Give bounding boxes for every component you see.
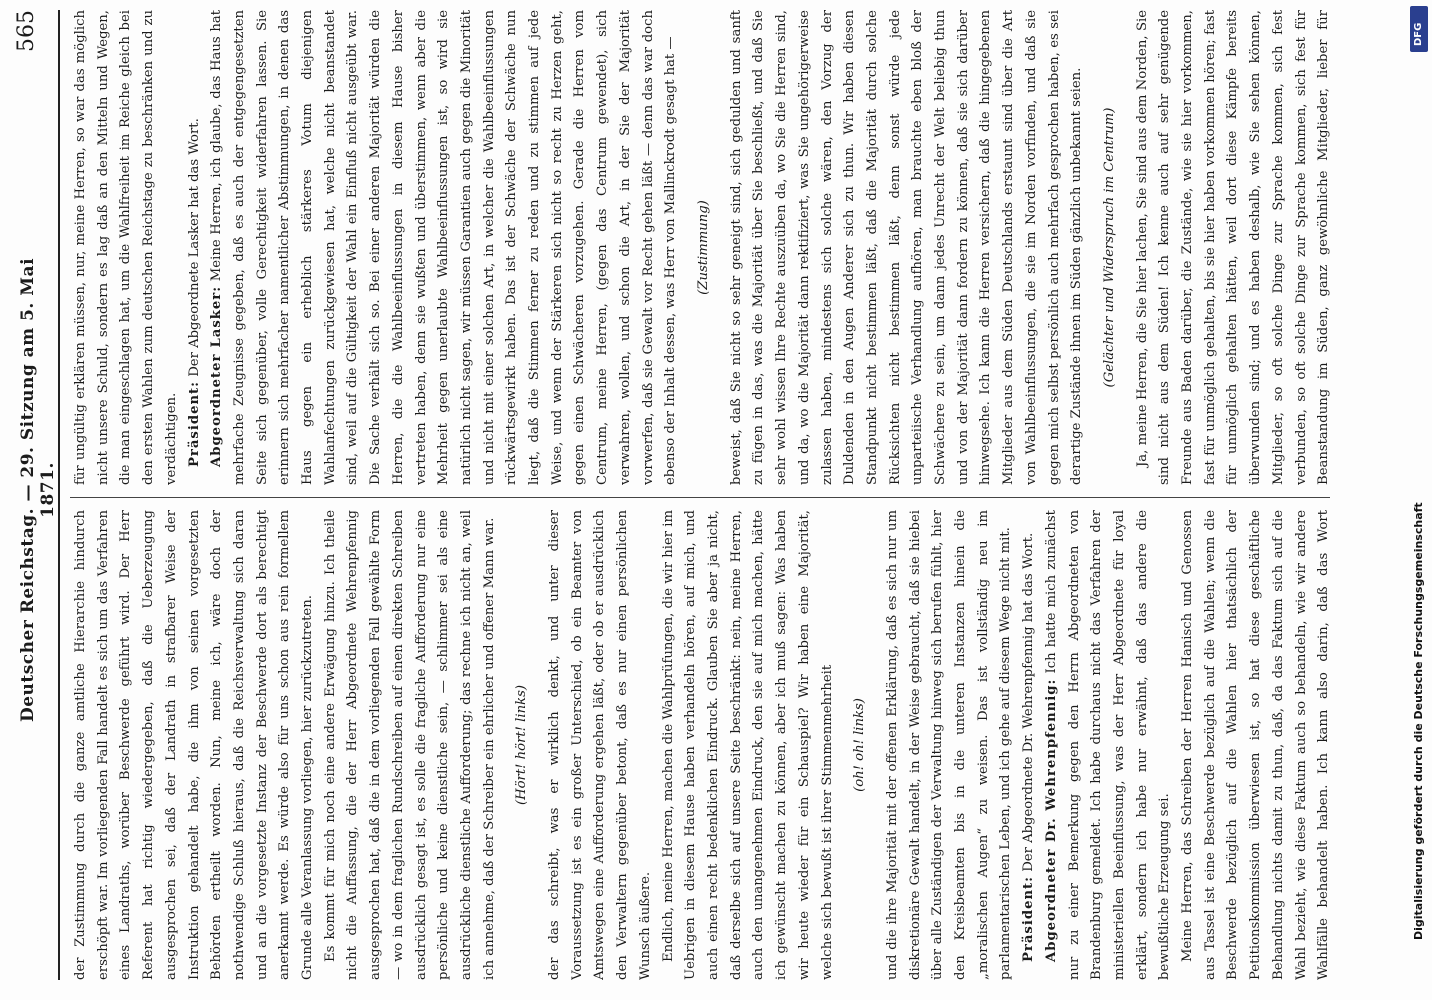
digitization-note-text: Digitalisierung gefördert durch die Deutsche Forschungsgemeinschaft (1412, 502, 1425, 940)
dfg-logo-text: DFG (1413, 22, 1424, 46)
paragraph: Meine Herren, das Schreiben der Herren Hanisch und Genossen aus Tassel ist eine Beschwerde bezüglich auf die Wahlen; wenn die Beschwerde bezüglich auf die Wahlen hier thatsächlich der Petitionskommission überwiesen ist, so hat diese geschäftliche Behandlung nichts damit zu thun, daß, da das Faktum sich auf die Wahl bezieht, wie diese Faktum auch so behandeln, wie wir andere Wahlfälle behandelt haben. Ich kann also darin, daß das Wort (1180, 510, 1332, 980)
interjection: (oh! oh! links) (852, 698, 868, 792)
paragraph: der das schreibt, was er wirklich denkt, und unter dieser Voraussetzung ist es ein großer Unterschied, ob ein Beamter von Amtswegen eine Aufforderung ergehen läßt, oder ob er ausdrücklich den Verwaltern gegenüber betont, daß es nur einen persönlichen Wunsch äußere. (547, 510, 653, 980)
speaker-label: Abgeordneter Dr. Wehrenpfennig: (1043, 678, 1059, 962)
speaker-label: Präsident: (1021, 875, 1037, 962)
right-column (70, 10, 1340, 485)
paragraph-speaker (206, 10, 683, 485)
speech-text: Der Abgeordnete Lasker hat das Wort. (186, 118, 202, 377)
dfg-logo-icon (1410, 6, 1428, 52)
paragraph-president (184, 10, 207, 485)
interjection: (Gelächter und Widerspruch im Centrum) (1101, 107, 1117, 388)
speaker-label: Präsident: (186, 380, 202, 467)
speech-text: Der Abgeordnete Dr. Wehrenpfennig hat das Wort. (1021, 532, 1037, 872)
header-rule (58, 10, 60, 980)
digitization-note (1408, 60, 1430, 940)
paragraph: Ja, meine Herren, die Sie hier lachen, Sie sind aus dem Norden, Sie sind nicht aus dem Süden! Ich kenne auch auf sehr genügende Freunde aus Baden darüber, die Zustände, wie sie hier vorkommen, fast für unmöglich gehalten, bis sie hier haben vorkommen hören; fast für unmöglich gehalten hätten, weil dort diese Kämpfe bereits überwunden sind; und es haben deshalb, wie Sie sehen können, Mitglieder, so oft solche Dinge zur Sprache kommen, sich fest verbunden, so oft solche Dinge zur Sprache kommen, sich fest für Beanstandung im Süden, ganz gewöhnliche Mitglieder, lieber für (1134, 10, 1332, 485)
column-divider (70, 497, 1330, 498)
interjection: (Zustimmung) (695, 200, 711, 295)
speech-text: Meine Herren, ich glaube, das Haus hat mehrfache Zeugnisse gegeben, daß es auch der entgegengesetzten Seite sich gegenüber, volle Gerechtigkeit widerfahren lassen. Sie erinnern sich mehrfacher namentlicher Abstimmungen, in denen das Haus gegen ein erheblich stärkeres Votum diejenigen Wahlanfechtungen zurückgewiesen hat, welche nicht beanstandet sind, weil auf die Gültigkeit der Wahl ein Einfluß nicht ausgeübt war. Die Sache verhält sich so. Bei einer anderen Majorität würden die Herren, die die Wahlbeeinflussungen in diesem Hause bisher vertreten haben, denn sie wußten und überstimmen, wenn aber die Mehrheit gegen unerlaubte Wahlbeeinflussungen ist, so wird sie natürlich nicht sagen, wir müssen Garantien auch gegen die Minorität und nicht mit einer solchen Art, in welcher die Wahlbeeinflussungen rückwärtsgewirkt haben. Das ist der Schwäche der Schwäche nun liegt, daß die Stimmen ferner zu reden und zu stimmen auf jede Weise, und wenn der Stärkeren sich nicht so recht zu Herzen geht, gegen einen Schwächeren vorzugehen. Gerade die Herren vom Centrum, meine Herren, (gegen das Centrum gewendet), sich verwahren, wollen, und schon die Art, in der Sie der Majorität vorwerfen, daß sie Gewalt vor Recht gehen läßt — denn das war doch ebenso der Inhalt dessen, was Herr von Mallinckrodt gesagt hat — (209, 10, 679, 485)
interjection: (Hört! hört! links) (514, 684, 530, 806)
paragraph: beweist, daß Sie nicht so sehr geneigt sind, sich gedulden und sanft zu fügen in das, was die Majorität über Sie beschließt, und daß Sie sehr wohl wissen Ihre Rechte auszuüben da, wo Sie die Herren sind, und da, wo die Majorität dann rektifiziert, was Sie ungehörigerweise zulassen haben, mindestens sich solche wären, den Vorzug der Duldenden in den Augen Anderer sich zu thun. Wir haben diesen Standpunkt nicht bestimmen läßt, daß die Majorität durch solche Rücksichten nicht bestimmen läßt, denn sonst würde jede unparteiische Verhandlung aufhören, man brauchte eben bloß der Schwächere zu sein, um dann jedes Unrecht der Welt beliebig thun und von der Majorität dann fordern zu können, daß sie sich darüber hinwegsehe. Ich kann die Herren versichern, daß die hingegebenen Mitglieder aus dem Süden Deutschlands erstaunt sind über die Art von Wahlbeeinflussungen, die sie im Norden vorfinden, und daß sie gegen mich selbst persönlich auch mehrfach gesprochen haben, es sei derartige Zustände ihnen im Süden gänzlich unbekannt seien. (728, 10, 1085, 485)
paragraph-president (1018, 510, 1041, 980)
page-number: 565 (14, 10, 39, 52)
paragraph: Es kommt für mich noch eine andere Erwägung hinzu. Ich theile nicht die Auffassung, die der Herr Abgeordnete Wehrenpfennig ausgesprochen hat, daß die in dem vorliegenden Fall gewählte Form — wo in dem fraglichen Rundschreiben auf einen direkten Schreiben ausdrücklich gesagt ist, es solle die fragliche Aufforderung nur eine persönliche und keine dienstliche sein, — schlimmer sei als eine ausdrückliche dienstliche Aufforderung; das rechne ich nicht an, weil ich annehme, daß der Schreiber ein ehrlicher und offener Mann war. (322, 510, 497, 980)
header-title: Deutscher Reichstag. — 29. Sitzung am 5. Mai 1871. (18, 257, 58, 723)
paragraph: und die ihre Majorität mit der offenen Erklärung, daß es sich nur um diskretionäre Gewalt handelt, in der Weise gebraucht, daß sie hiebei über alle Zuständigen der Verwaltung hinweg sich berufen fühlt, hier den Kreisbeamten bis in die unteren Instanzen hinein die „moralischen Augen“ zu weisen. Das ist vollständig neu im parlamentarischen Leben, und ich gehe auf diesem Wege nicht mit. (884, 510, 1014, 980)
paragraph: Endlich, meine Herren, machen die Wahlprüfungen, die wir hier im Uebrigen in diesem Hause haben verhandeln hören, auf mich, und auch einen recht bedenklichen Eindruck. Glauben Sie aber ja nicht, daß derselbe sich auf unsere Seite beschränkt: nein, meine Herren, auch den unangenehmen Eindruck, den sie auf mich machen, hätte ich gewünscht machen zu können, aber ich muß sagen: Was haben wir heute wieder für ein Schauspiel? Wir haben eine Majorität, welche sich bewußt ist ihrer Stimmenmehrheit (660, 510, 835, 980)
page-header (0, 0, 64, 1000)
speech-text: Ich hatte mich zunächst nur zu einer Bemerkung gegen den Herrn Abgeordneten von Brandenburg gemeldet. Ich habe durchaus nicht das Verfahren der ministeriellen Beeinflussung, was der Herr Abgeordnete für loyal erklärt, sondern ich habe nur erwähnt, daß das andere die bewußtliche Erzeugung sei. (1043, 510, 1173, 980)
paragraph: für ungültig erklären müssen, nur, meine Herren, so war das möglich nicht unsere Schuld, sondern es lag daß an den Mitteln und Wegen, die man eingeschlagen hat, um die Wahlfreiheit im Reiche gleich bei den ersten Wahlen zum deutschen Reichstage zu beschränken und zu verdächtigen. (73, 10, 179, 485)
paragraph-speaker (1041, 510, 1177, 980)
paragraph: der Zustimmung durch die ganze amtliche Hierarchie hindurch erschöpft war. Im vorliegenden Fall handelt es sich um das Verfahren eines Landraths, worüber Beschwerde geführt wird. Der Herr Referent hat richtig wiedergegeben, daß die Ueberzeugung ausgesprochen sei, daß der Landrath in strafbarer Weise der Instruktion gehandelt habe, die ihm von seinen vorgesetzten Behörden ertheilt worden. Nun, meine ich, wäre doch der nothwendige Schluß hieraus, daß die Reichsverwaltung sich daran und an die vorgesetzte Instanz der Beschwerde dort als berechtigt anerkannt werde. Es würde also für uns schon aus rein formellem Grunde alle Veranlassung vorliegen, hier zurückzutreten. (73, 510, 316, 980)
left-column (70, 510, 1340, 980)
speaker-label: Abgeordneter Lasker: (209, 285, 225, 467)
